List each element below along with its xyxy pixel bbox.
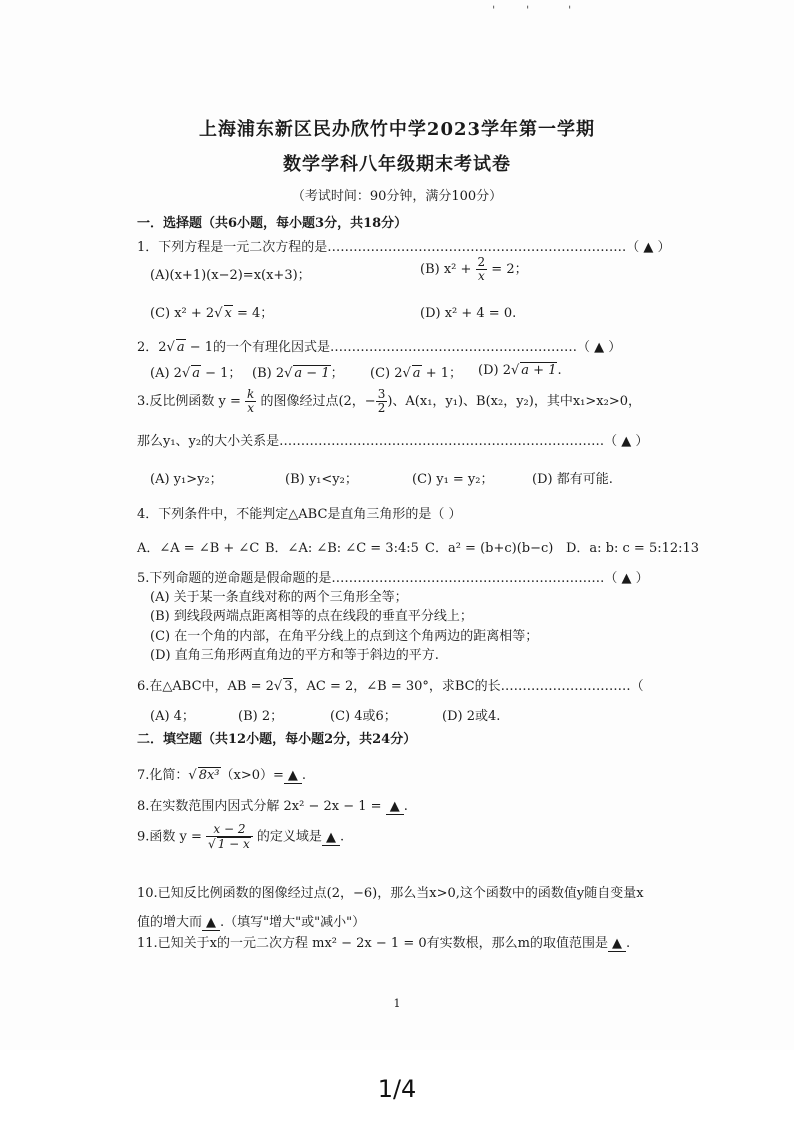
radical-sign: √ [166, 340, 175, 355]
q7-stem: 7.化简：√ 8x³（x>0）= ▲ . [137, 768, 307, 783]
q5-option-a: (A) 关于某一条直线对称的两个三角形全等； [150, 590, 408, 605]
q5-stem: 5.下列命题的逆命题是假命题的是………………………………………………………（ ▲ ） [137, 571, 649, 586]
q5-option-c: (C) 在一个角的内部，在角平分线上的点到这个角两边的距离相等； [150, 629, 539, 644]
q5-option-d: (D) 直角三角形两直角边的平方和等于斜边的平方. [150, 648, 439, 663]
q11-stem: 11.已知关于x的一元二次方程 mx² − 2x − 1 = 0有实数根，那么m的取值范围是 ▲ . [137, 936, 631, 951]
radical-sign: √ [214, 306, 223, 321]
exam-title-line1: 上海浦东新区民办欣竹中学2023学年第一学期 [198, 119, 596, 140]
exam-info: （考试时间：90分钟，满分100分） [291, 189, 503, 204]
section2-heading: 二．填空题（共12小题，每小题2分，共24分） [137, 732, 417, 747]
q2-stem: 2．2√ a − 1的一个有理化因式是…………………………………………………（ ▲ ） [137, 340, 622, 355]
page-footer-number: 1 [393, 997, 401, 1010]
q1-option-d: (D) x² + 4 = 0. [420, 306, 517, 321]
q10-stem-line1: 10.已知反比例函数的图像经过点(2，−6)，那么当x>0,这个函数中的函数值y随自变量x [137, 886, 644, 901]
q4-option-c: C．a² = (b+c)(b−c) [425, 541, 554, 556]
q1-option-c: (C) x² + 2√ x = 4； [150, 306, 274, 321]
q3-option-c: (C) y₁ = y₂； [412, 472, 494, 487]
q6-option-c: (C) 4或6； [330, 709, 397, 724]
answer-blank: ▲ [202, 915, 220, 931]
fraction: $\frac{x - 2}{√ 1 - x}$ [206, 823, 253, 851]
q3-option-b: (B) y₁<y₂； [285, 472, 358, 487]
q6-option-b: (B) 2； [238, 709, 284, 724]
q9-stem: 9.函数 y = $\frac{x - 2}{√ 1 - x}$ 的定义域是 ▲ . [137, 822, 345, 851]
q6-option-d: (D) 2或4. [442, 709, 501, 724]
q3-option-d: (D) 都有可能. [532, 472, 613, 487]
q2-option-a: (A) 2√ a − 1； [150, 366, 242, 381]
q5-option-b: (B) 到线段两端点距离相等的点在线段的垂直平分线上； [150, 609, 473, 624]
q3-stem-line1: 3.反比例函数 y = $\frac{k}{x}$ 的图像经过点(2，− $\frac{3}{2}$ )、A(x₁，y₁)、B(x₂，y₂)，其中x₁>x₂>0， [137, 387, 641, 415]
q4-option-b: B．∠A: ∠B: ∠C = 3:4:5 [265, 541, 419, 556]
q2-option-d: (D) 2√ a + 1. [478, 363, 562, 378]
answer-blank: ▲ [386, 799, 404, 815]
q4-stem: 4．下列条件中，不能判定△ABC是直角三角形的是（ ） [137, 507, 462, 522]
page-indicator: 1/4 [377, 1075, 417, 1103]
fraction: $\frac{k}{x}$ [247, 387, 255, 415]
scan-speck: ˈ [526, 4, 530, 18]
q1-stem: 1．下列方程是一元二次方程的是……………………………………………………………（ ▲ ） [137, 240, 671, 255]
q3-stem-line2: 那么y₁、y₂的大小关系是…………………………………………………………………（ ▲ ） [137, 434, 649, 449]
q2-option-c: (C) 2√ a + 1； [370, 366, 462, 381]
q6-stem: 6.在△ABC中，AB = 2√ 3，AC = 2，∠B = 30°，求BC的长…………………………（ [137, 679, 644, 694]
q1-option-b: (B) x² + $\frac{2}{x}$ = 2； [420, 255, 528, 283]
answer-blank: ▲ [284, 768, 302, 784]
answer-blank: ▲ [322, 830, 340, 846]
answer-blank: ▲ [608, 936, 626, 952]
fraction: $\frac{3}{2}$ [377, 387, 386, 415]
q6-option-a: (A) 4； [150, 709, 195, 724]
fraction: $\frac{2}{x}$ [477, 255, 486, 283]
scan-speck: ˈ [568, 4, 572, 18]
exam-title-line2: 数学学科八年级期末考试卷 [283, 154, 511, 175]
q3-option-a: (A) y₁>y₂； [150, 472, 223, 487]
scan-speck: ˈ [492, 4, 496, 18]
q1-option-a: (A)(x+1)(x−2)=x(x+3)； [150, 268, 311, 283]
q4-option-d: D．a: b: c = 5:12:13 [566, 541, 700, 556]
q10-stem-line2: 值的增大而 ▲ .（填写"增大"或"减小"） [137, 915, 366, 930]
q4-option-a: A．∠A = ∠B + ∠C [137, 541, 260, 556]
section1-heading: 一．选择题（共6小题，每小题3分，共18分） [137, 216, 408, 231]
q8-stem: 8.在实数范围内因式分解 2x² − 2x − 1 = ▲ . [137, 799, 408, 814]
q2-option-b: (B) 2√ a − 1； [252, 366, 344, 381]
